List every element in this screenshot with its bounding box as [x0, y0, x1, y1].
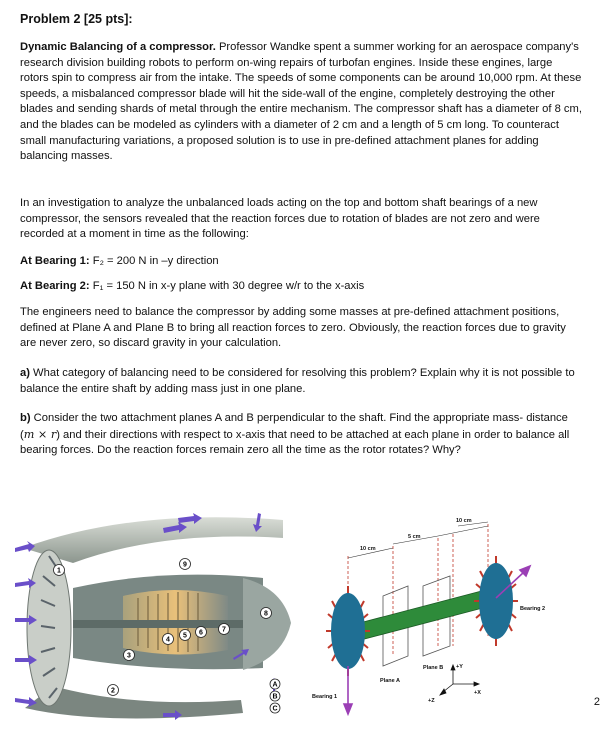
callout-9: [180, 559, 191, 570]
bearing-1-label: Bearing 1: [312, 694, 338, 700]
exhaust-cone: [243, 578, 291, 670]
bearing-1: [326, 586, 370, 676]
bearing-1-disc: [331, 593, 365, 669]
force-f2-arrowhead-icon: [344, 704, 352, 714]
axis-y-label: +Y: [456, 664, 463, 670]
figure-area: [0, 506, 588, 729]
dim-10cm-top: 10 cm: [456, 518, 472, 524]
dim-5cm: 5 cm: [408, 534, 421, 540]
shaft-balancing-diagram: [298, 506, 588, 726]
callout-5: [180, 630, 191, 641]
callout-c: [270, 703, 280, 713]
intro-paragraph: [20, 40, 584, 165]
part-b-text-2: ) and their directions with respect to x-axis that need to be attached at each plane in order to balance all bearing forces. Do the reaction forces remain zero all the time as the rotor rotates? Why?: [20, 428, 570, 457]
svg-text:2: 2: [111, 687, 115, 695]
svg-text:6: 6: [199, 629, 203, 637]
bearing1-line: [20, 254, 584, 270]
bearing2-label: At Bearing 2:: [20, 280, 90, 292]
intro-body: Professor Wandke spent a summer working for an aerospace company's research division building robots to perform on-wing repairs of turbofan engines. Inside these engines, large rotors spin to compress air from the intake. The speeds of some components can be around 10,000 rpm. At these speeds, a misbalanced compressor blade will hit the side-wall of the engine, completely destroying the other blades and sending shards of metal through the entire mechanism. The compressor shaft has a diameter of 8 cm, and the blades can be modeled as cylinders with a diameter of 2 cm and a length of 5 cm long. To counteract small manufacturing variations, a proposed solution is to use in pre-defined attachment planes for adding balancing masses.: [20, 41, 582, 163]
callout-8: [261, 608, 272, 619]
axis-x-label: +X: [474, 690, 481, 696]
bearing-2-disc: [479, 563, 513, 639]
engine-cutaway-illustration: [13, 508, 293, 726]
axis-y-arrowhead-icon: [451, 665, 455, 670]
callout-6: [196, 627, 207, 638]
svg-text:A: A: [272, 681, 278, 689]
bearing1-label: At Bearing 1:: [20, 255, 90, 267]
callout-7: [219, 624, 230, 635]
svg-text:8: 8: [264, 610, 268, 618]
callout-1: [54, 565, 65, 576]
nacelle-top: [23, 517, 283, 563]
svg-text:4: 4: [166, 636, 170, 644]
page-number: 2: [593, 696, 600, 708]
plane-b-label: Plane B: [423, 665, 444, 671]
callout-4: [163, 634, 174, 645]
svg-text:C: C: [272, 705, 278, 713]
engineers-paragraph: The engineers need to balance the compressor by adding some masses at pre-defined attachment positions, defined at Plane A and Plane B to bring all reaction forces to zero. Obviously, the reaction forces due to gravity are never zero, so discard gravity in your calculation.: [20, 306, 566, 350]
bearing1-value: F₂ = 200 N in –y direction: [89, 255, 219, 267]
callout-3: [124, 650, 135, 661]
axis-z-label: +Z: [428, 698, 435, 704]
axis-x-arrowhead-icon: [474, 682, 479, 686]
bearing2-value: F₁ = 150 N in x-y plane with 30 degree w/r to the x-axis: [89, 280, 365, 292]
plane-a-label: Plane A: [380, 678, 400, 684]
callout-a: [270, 679, 280, 689]
svg-text:7: 7: [222, 626, 226, 634]
problem-title: Problem 2 [25 pts]:: [20, 12, 133, 26]
bearing-2: [474, 556, 518, 646]
callout-2: [108, 685, 119, 696]
callout-b: [270, 691, 280, 701]
intro-lead: Dynamic Balancing of a compressor.: [20, 41, 216, 53]
part-b-math: m × r: [23, 427, 57, 441]
dim-10cm-left: 10 cm: [360, 546, 376, 552]
part-a-text: What category of balancing need to be considered for resolving this problem? Explain why it is not possible to balance the entire shaft by adding mass just in one plane.: [20, 367, 575, 395]
part-b-text-1: Consider the two attachment planes A and B perpendicular to the shaft. Find the appropriate mass- distance (: [20, 412, 568, 441]
part-b-label: b): [20, 412, 31, 424]
svg-text:3: 3: [127, 652, 131, 660]
part-b-paragraph: [20, 411, 584, 459]
bearing-2-label: Bearing 2: [520, 606, 546, 612]
bearing2-line: [20, 279, 584, 295]
part-a-label: a): [20, 367, 30, 379]
svg-text:B: B: [272, 693, 278, 701]
svg-text:1: 1: [57, 567, 61, 575]
dimension-lines: [348, 522, 488, 558]
investigation-paragraph: In an investigation to analyze the unbalanced loads acting on the top and bottom shaft bearings of a new compressor, the sensors revealed that the reaction forces due to rotation of blades are not zero and were recorded at a moment in time as the following:: [20, 197, 540, 241]
svg-text:9: 9: [183, 561, 187, 569]
part-a-paragraph: [20, 366, 584, 397]
svg-text:5: 5: [183, 632, 187, 640]
